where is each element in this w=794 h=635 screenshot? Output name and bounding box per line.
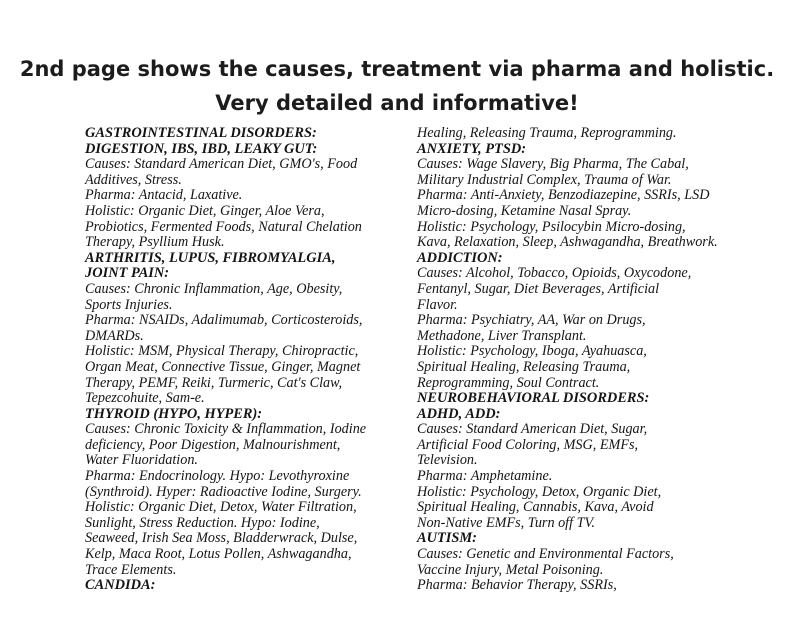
text-line: Holistic: MSM, Physical Therapy, Chiropractic, xyxy=(85,343,359,360)
text-line: Holistic: Psychology, Psilocybin Micro-dosing, xyxy=(417,218,686,235)
text-line: Pharma: Amphetamine. xyxy=(417,468,553,485)
text-line: Causes: Genetic and Environmental Factors, xyxy=(417,546,674,563)
text-line: Pharma: Behavior Therapy, SSRIs, xyxy=(417,577,617,594)
text-line: Vaccine Injury, Metal Poisoning. xyxy=(417,561,604,578)
caption xyxy=(0,52,794,120)
text-line: Micro-dosing, Ketamine Nasal Spray. xyxy=(417,202,632,219)
text-line: deficiency, Poor Digestion, Malnourishment, xyxy=(85,436,341,453)
text-line: Pharma: Endocrinology. Hypo: Levothyroxine xyxy=(85,468,350,485)
text-line: (Synthroid). Hyper: Radioactive Iodine, Surgery. xyxy=(85,483,362,500)
section-heading: ARTHRITIS, LUPUS, FIBROMYALGIA, xyxy=(85,249,336,266)
section-heading: ADDICTION: xyxy=(417,249,503,266)
section-heading: ADHD, ADD: xyxy=(417,405,501,422)
document-right-column xyxy=(417,125,737,594)
text-line: Reprogramming, Soul Contract. xyxy=(417,374,600,391)
section-heading: ANXIETY, PTSD: xyxy=(417,140,527,157)
text-line: Causes: Standard American Diet, GMO's, Food xyxy=(85,156,358,173)
text-line: Fentanyl, Sugar, Diet Beverages, Artificial xyxy=(417,280,660,297)
text-line: Spiritual Healing, Cannabis, Kava, Avoid xyxy=(417,499,654,516)
text-line: Kelp, Maca Root, Lotus Pollen, Ashwagandha, xyxy=(85,546,352,563)
text-line: Therapy, Psyllium Husk. xyxy=(85,234,225,251)
text-line: Sunlight, Stress Reduction. Hypo: Iodine, xyxy=(85,514,320,531)
text-line: Television. xyxy=(417,452,478,469)
text-line: Holistic: Organic Diet, Detox, Water Filtration, xyxy=(85,499,357,516)
document-left-column xyxy=(85,125,405,594)
caption-line-1: 2nd page shows the causes, treatment via pharma and holistic. xyxy=(19,57,775,81)
section-heading: THYROID (HYPO, HYPER): xyxy=(85,405,263,422)
text-line: Pharma: Anti-Anxiety, Benzodiazepine, SSRIs, LSD xyxy=(417,187,710,204)
text-line: Causes: Standard American Diet, Sugar, xyxy=(417,421,648,438)
text-line: Additives, Stress. xyxy=(85,171,182,188)
text-line: Causes: Wage Slavery, Big Pharma, The Cabal, xyxy=(417,156,689,173)
text-line: Holistic: Organic Diet, Ginger, Aloe Vera, xyxy=(85,202,325,219)
text-line: Therapy, PEMF, Reiki, Turmeric, Cat's Claw, xyxy=(85,374,343,391)
text-line: Pharma: Antacid, Laxative. xyxy=(85,187,243,204)
right-column-text xyxy=(417,126,718,594)
text-line: Seaweed, Irish Sea Moss, Bladderwrack, Dulse, xyxy=(85,530,358,547)
text-line: Non-Native EMFs, Turn off TV. xyxy=(417,514,595,531)
text-line: Artificial Food Coloring, MSG, EMFs, xyxy=(417,436,639,453)
text-line: Methadone, Liver Transplant. xyxy=(417,327,587,344)
text-line: Holistic: Psychology, Iboga, Ayahuasca, xyxy=(417,343,647,360)
text-line: Pharma: NSAIDs, Adalimumab, Corticosteroids, xyxy=(85,312,363,329)
section-heading: NEUROBEHAVIORAL DISORDERS: xyxy=(417,390,650,407)
text-line: Causes: Alcohol, Tobacco, Opioids, Oxycodone, xyxy=(417,265,692,282)
text-line: Probiotics, Fermented Foods, Natural Chelation xyxy=(85,218,362,235)
text-line: DMARDs. xyxy=(85,327,144,344)
text-line: Causes: Chronic Toxicity & Inflammation, Iodine xyxy=(85,421,367,438)
text-line: Pharma: Psychiatry, AA, War on Drugs, xyxy=(417,312,646,329)
text-line: Military Industrial Complex, Trauma of War. xyxy=(417,171,672,188)
text-line: Trace Elements. xyxy=(85,561,177,578)
text-line: Sports Injuries. xyxy=(85,296,173,313)
section-heading: CANDIDA: xyxy=(85,577,156,594)
text-line: Organ Meat, Connective Tissue, Ginger, Magnet xyxy=(85,358,361,375)
section-heading: GASTROINTESTINAL DISORDERS: xyxy=(85,125,317,141)
section-heading: JOINT PAIN: xyxy=(85,265,170,282)
text-line: Water Fluoridation. xyxy=(85,452,198,469)
text-line: Flavor. xyxy=(417,296,458,313)
section-heading: AUTISM: xyxy=(417,530,477,547)
text-line: Holistic: Psychology, Detox, Organic Diet, xyxy=(417,483,662,500)
caption-line-2: Very detailed and informative! xyxy=(215,91,579,115)
text-line: Kava, Relaxation, Sleep, Ashwagandha, Breathwork. xyxy=(417,234,718,251)
left-column-text xyxy=(85,126,366,594)
text-line: Tepezcohuite, Sam-e. xyxy=(85,390,205,407)
text-line: Spiritual Healing, Releasing Trauma, xyxy=(417,358,631,375)
text-line: Healing, Releasing Trauma, Reprogramming. xyxy=(417,125,677,141)
text-line: Causes: Chronic Inflammation, Age, Obesity, xyxy=(85,280,343,297)
section-heading: DIGESTION, IBS, IBD, LEAKY GUT: xyxy=(85,140,318,157)
